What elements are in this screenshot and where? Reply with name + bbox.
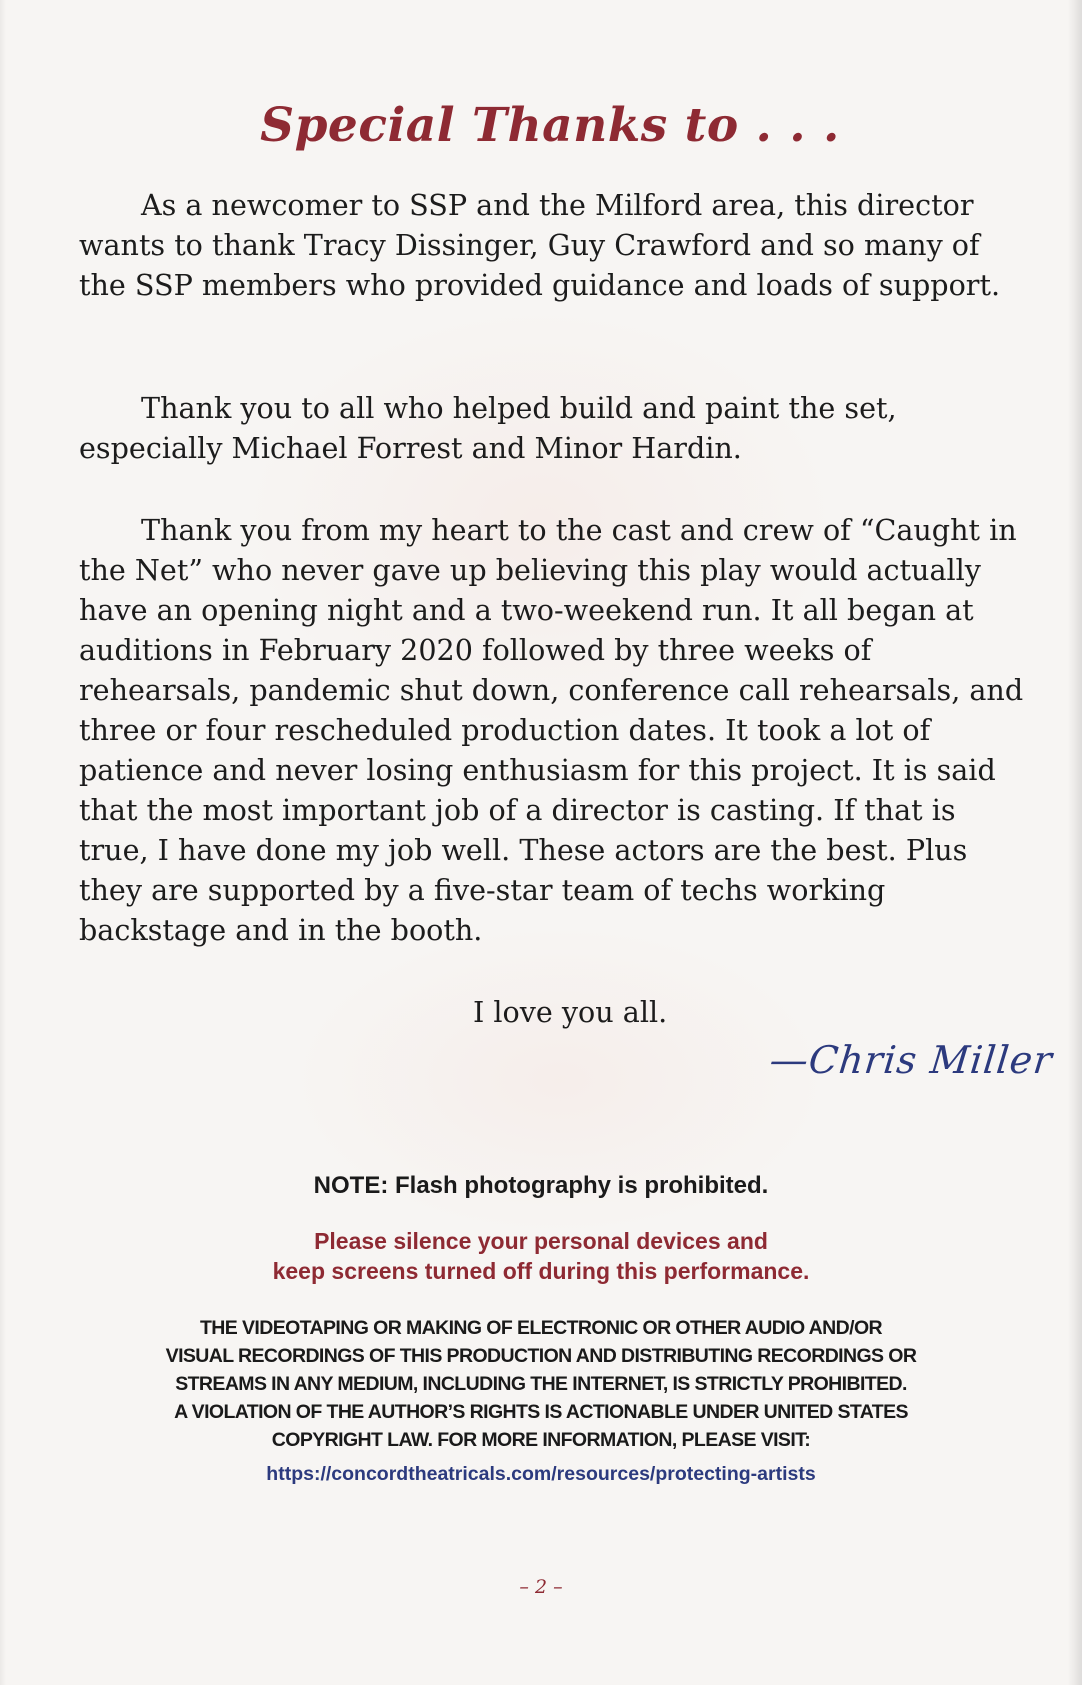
paragraph-text: Thank you from my heart to the cast and crew of “Caught in the Net” who never gave up believing this play would actually have an opening night and a two-weekend run. It all began at auditions in February 2020 followed by three weeks of rehearsals, pandemic shut down, conference call rehearsals, and three or four rescheduled production dates. It took a lot of patience and never losing enthusiasm for this project. It is said that the most important job of a director is casting. If that is true, I have done my job well. These actors are the best. Plus they are supported by a five-star team of techs working backstage and in the booth. — [79, 513, 1024, 947]
closing-line: I love you all. — [473, 995, 668, 1029]
legal-line-1: THE VIDEOTAPING OR MAKING OF ELECTRONIC OR OTHER AUDIO AND/OR — [199, 1317, 882, 1339]
signature: —Chris Miller — [767, 1038, 1055, 1082]
copyright-notice — [0, 1314, 1082, 1454]
paragraph-text: Thank you to all who helped build and paint the set, especially Michael Forrest and Minor Hardin. — [79, 391, 897, 465]
page-title: Special Thanks to . . . — [260, 98, 840, 153]
paragraph-text: As a newcomer to SSP and the Milford area, this director wants to thank Tracy Dissinger, Guy Crawford and so many of the SSP members who provided guidance and loads of support. — [79, 188, 1001, 302]
legal-line-4: A VIOLATION OF THE AUTHOR’S RIGHTS IS ACTIONABLE UNDER UNITED STATES — [174, 1401, 908, 1423]
silence-line-2: keep screens turned off during this performance. — [272, 1258, 810, 1284]
flash-photography-note: NOTE: Flash photography is prohibited. — [313, 1172, 769, 1199]
silence-line-1: Please silence your personal devices and — [314, 1228, 768, 1254]
silence-devices-notice — [0, 1226, 1082, 1286]
page-number: – 2 – — [519, 1576, 563, 1598]
legal-line-5: COPYRIGHT LAW. FOR MORE INFORMATION, PLEASE VISIT: — [271, 1429, 811, 1451]
legal-line-2: VISUAL RECORDINGS OF THIS PRODUCTION AND DISTRIBUTING RECORDINGS OR — [165, 1345, 917, 1367]
protecting-artists-link[interactable]: https://concordtheatricals.com/resources/protecting-artists — [266, 1463, 816, 1485]
thanks-paragraph-1 — [79, 185, 1024, 305]
thanks-paragraph-3 — [79, 510, 1024, 950]
legal-line-3: STREAMS IN ANY MEDIUM, INCLUDING THE INTERNET, IS STRICTLY PROHIBITED. — [175, 1373, 907, 1395]
thanks-paragraph-2 — [79, 388, 1024, 468]
